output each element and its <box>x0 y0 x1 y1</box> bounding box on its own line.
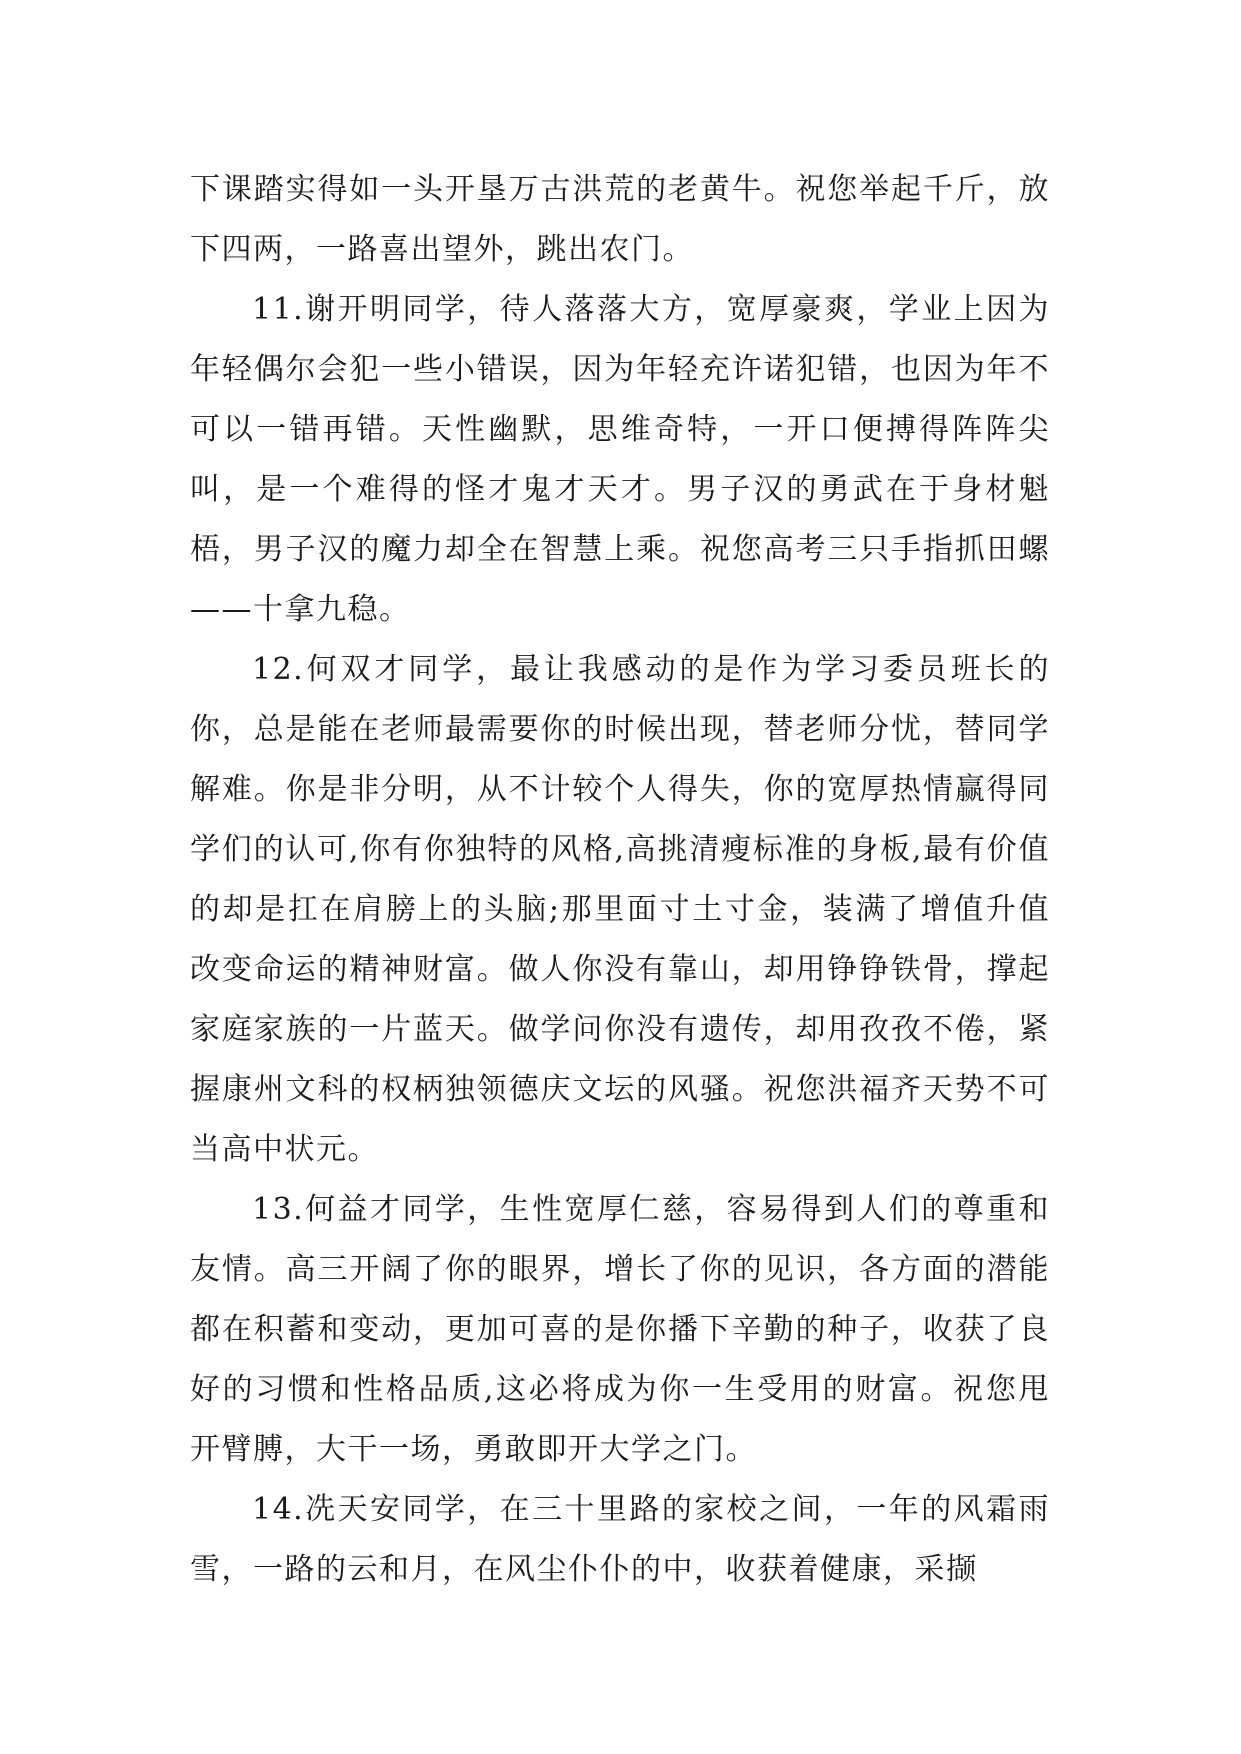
paragraph-14: 14.冼天安同学，在三十里路的家校之间，一年的风霜雨雪，一路的云和月，在风尘仆仆的中，收获着健康，采撷 <box>190 1492 1050 1587</box>
paragraph-11: 11.谢开明同学，待人落落大方，宽厚豪爽，学业上因为年轻偶尔会犯一些小错误，因为年轻充许诺犯错，也因为年不可以一错再错。天性幽默，思维奇特，一开口便搏得阵阵尖叫，是一个难得的怪才鬼才天才。男子汉的勇武在于身材魁梧，男子汉的魔力却全在智慧上乘。祝您高考三只手指抓田螺——十拿九稳。 <box>190 292 1050 627</box>
paragraph-12: 12.何双才同学，最让我感动的是作为学习委员班长的你，总是能在老师最需要你的时候出现，替老师分忧，替同学解难。你是非分明，从不计较个人得失，你的宽厚热情赢得同学们的认可,你有你独特的风格,高挑清瘦标准的身板,最有价值的却是扛在肩膀上的头脑;那里面寸土寸金，装满了增值升值改变命运的精神财富。做人你没有靠山，却用铮铮铁骨，撑起家庭家族的一片蓝天。做学问你没有遗传，却用孜孜不倦，紧握康州文科的权柄独领德庆文坛的风骚。祝您洪福齐天势不可当高中状元。 <box>190 652 1050 1167</box>
paragraph-13: 13.何益才同学，生性宽厚仁慈，容易得到人们的尊重和友情。高三开阔了你的眼界，增长了你的见识，各方面的潜能都在积蓄和变动，更加可喜的是你播下辛勤的种子，收获了良好的习惯和性格品质,这必将成为你一生受用的财富。祝您甩开臂膊，大干一场，勇敢即开大学之门。 <box>190 1192 1050 1467</box>
paragraph-10-continuation: 下课踏实得如一头开垦万古洪荒的老黄牛。祝您举起千斤，放下四两，一路喜出望外，跳出农门。 <box>190 172 1050 267</box>
document-body <box>190 160 1050 1600</box>
